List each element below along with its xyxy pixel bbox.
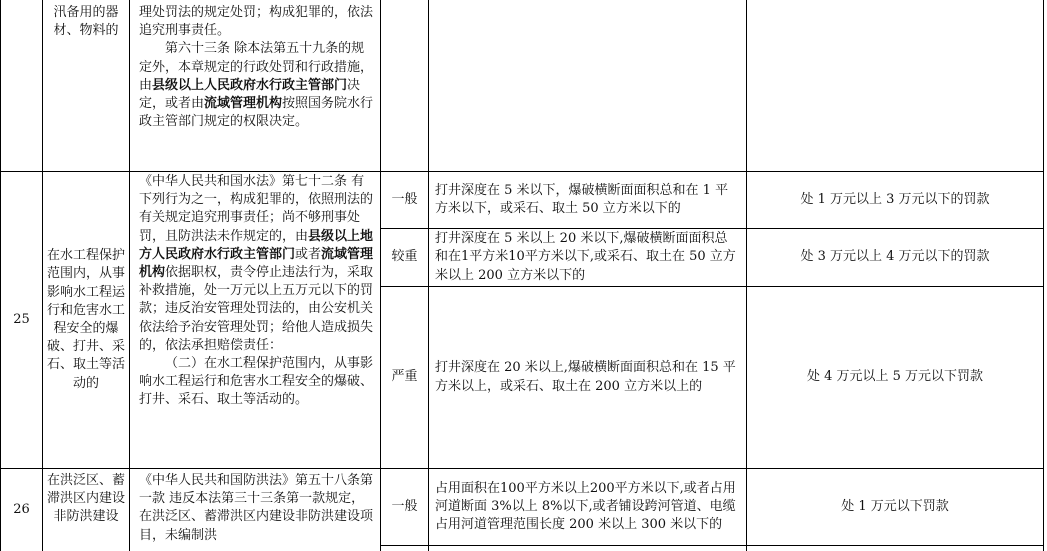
row-law-cell bbox=[130, 4, 380, 131]
level-label: 较重 bbox=[391, 249, 418, 265]
row-subject-text: 在洪泛区、蓄滞洪区内建设非防洪建设 bbox=[47, 473, 126, 525]
row-subject-cell bbox=[43, 172, 129, 468]
condition-text: 打井深度在 5 米以下，爆破横断面面积总和在 1 平方米以下，或采石、取土 50 立方米以下的 bbox=[435, 182, 729, 216]
authority-text: 县级以上人民政府水行政主管部门 bbox=[152, 77, 348, 93]
condition-text: 打井深度在 5 米以上 20 米以下,爆破横断面面积总和在1平方米10平方米以下,或采石、取土在 50 立方米以上 200 立方米以下的 bbox=[435, 231, 736, 283]
law-text: 决定，或者由 bbox=[139, 77, 361, 112]
authority-text: 县级以上地方人民政府水行政主管部门 bbox=[139, 228, 374, 262]
penalty-cell bbox=[747, 469, 1043, 545]
condition-cell bbox=[429, 172, 746, 228]
row-number: 25 bbox=[13, 311, 30, 327]
law-text bbox=[139, 40, 374, 131]
row-number: 26 bbox=[13, 501, 30, 517]
law-text: 或者 bbox=[295, 246, 322, 262]
law-text: 按照国务院水行政主管部门规定的权限决定。 bbox=[139, 96, 374, 130]
row-number-cell bbox=[1, 172, 42, 468]
level-cell bbox=[381, 469, 428, 545]
row-subject-cell bbox=[43, 4, 129, 60]
row-number-cell bbox=[1, 469, 42, 551]
law-text: （二）在水工程保护范围内，从事影响水工程运行和危害水工程安全的爆破、打井、采石、取土等活动的。 bbox=[139, 356, 374, 408]
row-law-cell bbox=[130, 472, 380, 550]
law-text bbox=[139, 173, 374, 355]
row-subject-cell bbox=[43, 472, 129, 550]
law-text: 《中华人民共和国防洪法》第五十八条第一款 违反本法第三十三条第一款规定，在洪泛区、蓄滞洪区内建设非防洪建设项目，未编制洪 bbox=[139, 473, 374, 543]
authority-text: 流域管理机构 bbox=[204, 96, 283, 112]
level-cell bbox=[381, 287, 428, 468]
penalty-text: 处 3 万元以上 4 万元以下的罚款 bbox=[800, 249, 990, 265]
penalty-text: 处 1 万元以下罚款 bbox=[841, 498, 949, 514]
level-cell bbox=[381, 172, 428, 228]
penalty-cell bbox=[747, 229, 1043, 286]
law-text: 依据职权，责令停止违法行为，采取补救措施，处一万元以上五万元以下的罚款；违反治安管理处罚法的，由公安机关依法给予治安管理处罚；给他人造成损失的，依法承担赔偿责任： bbox=[139, 265, 374, 353]
level-label: 一般 bbox=[391, 498, 418, 514]
law-text: 《中华人民共和国水法》第七十二条 有下列行为之一，构成犯罪的，依照刑法的有关规定追究刑事责任；尚不够刑事处罚，且防洪法未作规定的，由 bbox=[139, 174, 374, 244]
row-subject-text: 汛备用的器材、物料的 bbox=[53, 5, 119, 39]
level-cell bbox=[381, 229, 428, 286]
penalty-cell bbox=[747, 287, 1043, 468]
condition-cell bbox=[429, 287, 746, 468]
penalty-text: 处 1 万元以上 3 万元以下的罚款 bbox=[800, 191, 990, 207]
grid-line bbox=[380, 545, 1044, 546]
condition-text: 占用面积在100平方米以上200平方米以下,或者占用河道断面 3%以上 8%以下,或者铺设跨河管道、电缆占用河道管理范围长度 200 米以上 300 米以下的 bbox=[435, 480, 736, 533]
authority-text: 流域管理机构 bbox=[139, 246, 374, 281]
penalty-text: 处 4 万元以上 5 万元以下罚款 bbox=[806, 369, 984, 385]
law-text: 第六十三条 除本法第五十九条的规定外，本章规定的行政处罚和行政措施，由 bbox=[139, 41, 374, 93]
row-law-cell bbox=[130, 173, 380, 410]
condition-cell bbox=[429, 229, 746, 286]
condition-text: 打井深度在 20 米以上,爆破横断面面积总和在 15 平方米以上，或采石、取土在 200 立方米以上的 bbox=[435, 360, 736, 394]
level-label: 严重 bbox=[391, 369, 418, 385]
level-label: 一般 bbox=[391, 191, 418, 207]
row-subject-text: 在水工程保护范围内，从事影响水工程运行和危害水工程安全的爆破、打井、采石、取土等活动的 bbox=[47, 248, 126, 391]
penalty-cell bbox=[747, 172, 1043, 228]
condition-cell bbox=[429, 469, 746, 545]
law-text: 理处罚法的规定处罚；构成犯罪的，依法追究刑事责任。 bbox=[139, 5, 374, 39]
